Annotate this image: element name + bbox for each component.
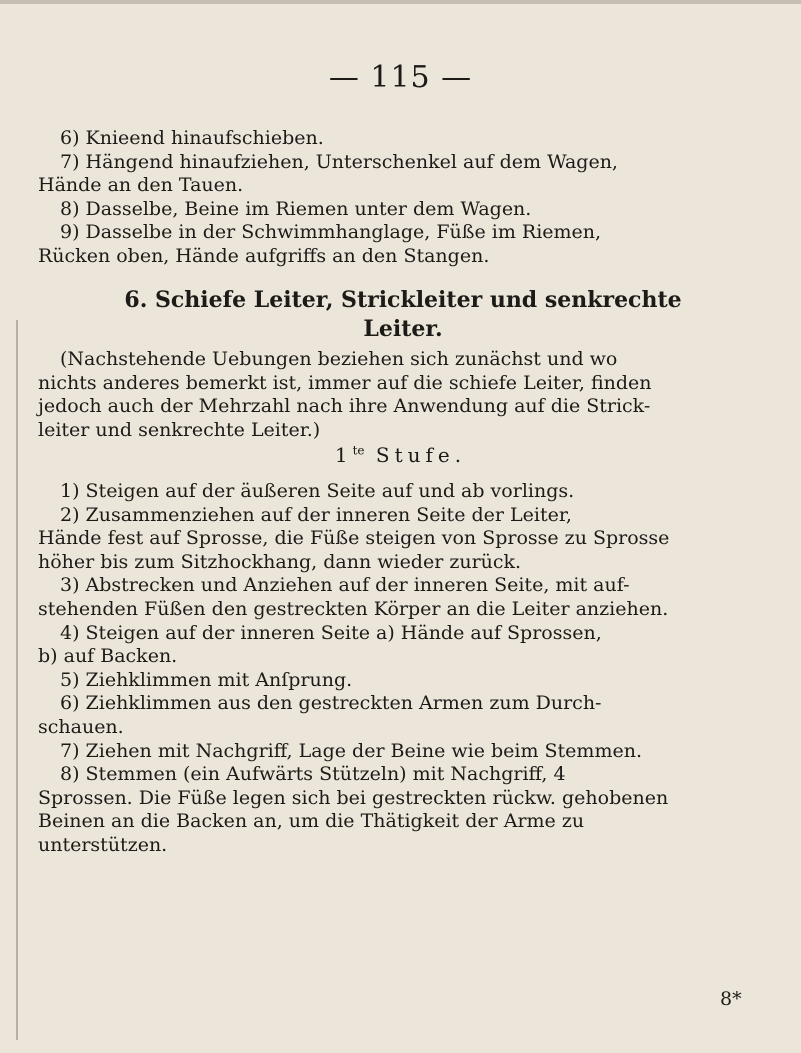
exercise-item	[38, 574, 768, 621]
exercise-list-bottom	[38, 480, 768, 858]
note-line: nichts anderes bemerkt ist, immer auf die schiefe Leiter, finden	[38, 371, 652, 394]
exercise-line: 3) Abstrecken und Anziehen auf der inneren Seite, mit auf-	[60, 574, 630, 597]
note-line: leiter und senkrechte Leiter.)	[38, 418, 321, 441]
exercise-item	[38, 198, 768, 222]
binding-shadow	[16, 320, 18, 1040]
exercise-line: 5) Ziehklimmen mit Anſprung.	[60, 668, 353, 691]
signature-mark: 8*	[720, 988, 742, 1010]
exercise-item	[38, 763, 768, 857]
exercise-line: b) auf Backen.	[38, 645, 178, 668]
exercise-item	[38, 669, 768, 693]
exercise-line: 1) Steigen auf der äußeren Seite auf und ab vorlings.	[60, 480, 575, 502]
level-heading	[0, 443, 801, 467]
exercise-line: höher bis zum Sitzhockhang, dann wieder zurück.	[38, 550, 522, 573]
note-line: jedoch auch der Mehrzahl nach ihre Anwendung auf die Strick-	[38, 395, 651, 418]
exercise-line: Rücken oben, Hände aufgriffs an den Stangen.	[38, 244, 490, 267]
exercise-item	[38, 480, 768, 504]
section-heading-line-2: Leiter.	[363, 316, 443, 342]
exercise-item	[38, 151, 768, 198]
level-suffix: te	[352, 443, 365, 458]
exercise-line: 2) Zusammenziehen auf der inneren Seite der Leiter,	[60, 503, 572, 526]
exercise-item	[38, 622, 768, 669]
exercise-line: stehenden Füßen den gestreckten Körper an die Leiter anziehen.	[38, 597, 669, 620]
exercise-line: 8) Dasselbe, Beine im Riemen unter dem Wagen.	[60, 197, 532, 220]
exercise-item	[38, 504, 768, 575]
note-paragraph	[38, 348, 768, 442]
exercise-line: 4) Steigen auf der inneren Seite a) Hände auf Sprossen,	[60, 621, 602, 644]
level-label: Stufe.	[375, 443, 467, 467]
exercise-item	[38, 221, 768, 268]
section-note	[38, 348, 768, 442]
exercise-line: 6) Ziehklimmen aus den gestreckten Armen zum Durch-	[60, 692, 602, 715]
exercise-list-top	[38, 127, 768, 269]
exercise-line: 9) Dasselbe in der Schwimmhanglage, Füße im Riemen,	[60, 221, 602, 244]
exercise-line: 7) Ziehen mit Nachgriff, Lage der Beine wie beim Stemmen.	[60, 739, 642, 762]
exercise-line: 8) Stemmen (ein Aufwärts Stützeln) mit Nachgriff, 4	[60, 763, 566, 786]
page-number: — 115 —	[328, 60, 473, 95]
page-top-edge	[0, 0, 801, 4]
level-number: 1	[334, 443, 353, 467]
section-heading-line-1: 6. Schiefe Leiter, Strickleiter und senkrechte	[124, 287, 682, 313]
exercise-line: schauen.	[38, 715, 124, 738]
exercise-line: Hände fest auf Sprosse, die Füße steigen von Sprosse zu Sprosse	[38, 527, 670, 550]
exercise-line: Beinen an die Backen an, um die Thätigkeit der Arme zu	[38, 810, 585, 833]
exercise-line: 7) Hängend hinaufziehen, Unterschenkel auf dem Wagen,	[60, 150, 618, 173]
exercise-line: Hände an den Tauen.	[38, 174, 244, 197]
exercise-item	[38, 127, 768, 151]
note-line: (Nachstehende Uebungen beziehen sich zunächst und wo	[60, 348, 618, 370]
exercise-line: Sprossen. Die Füße legen sich bei gestreckten rückw. gehobenen	[38, 786, 669, 809]
exercise-line: unterstützen.	[38, 833, 168, 856]
exercise-line: 6) Knieend hinaufschieben.	[60, 127, 324, 149]
exercise-item	[38, 740, 768, 764]
section-heading	[38, 286, 768, 344]
exercise-item	[38, 692, 768, 739]
